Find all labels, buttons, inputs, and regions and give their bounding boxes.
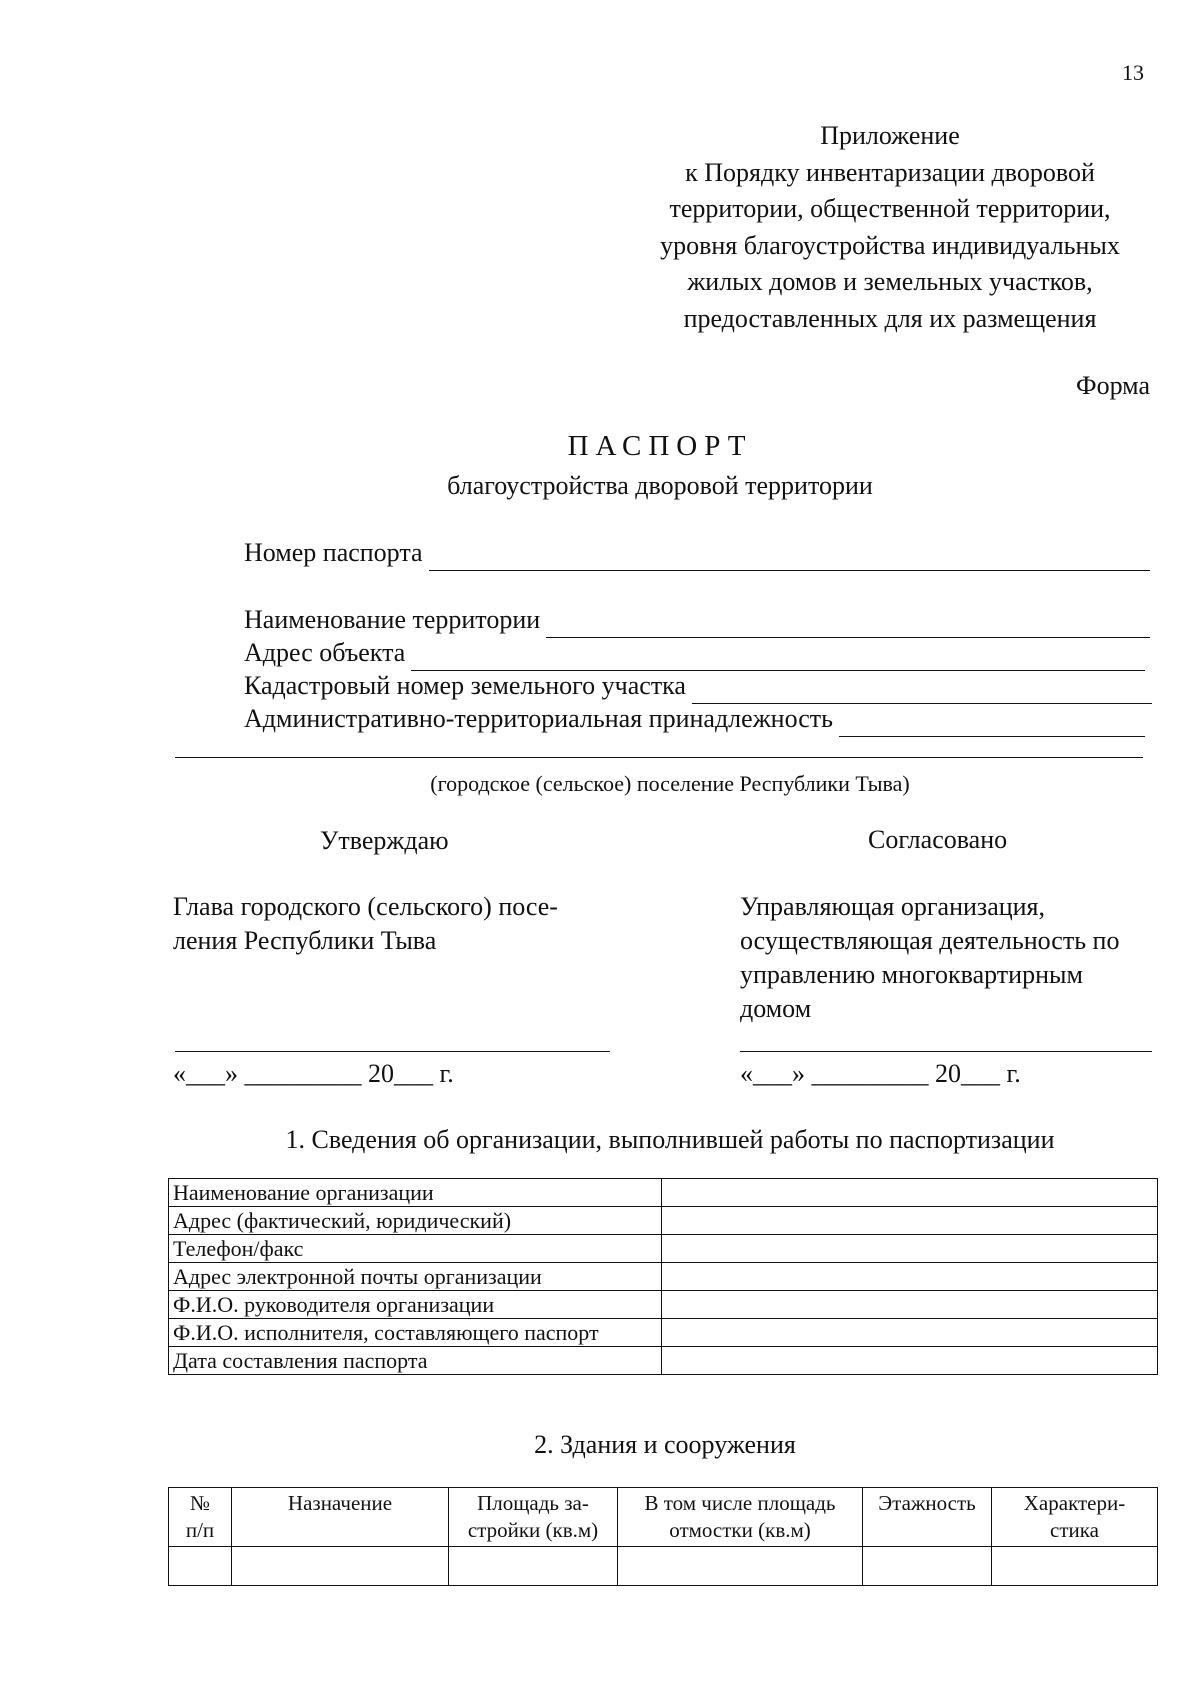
agree-date-month[interactable]: _________ [811, 1059, 929, 1088]
agree-heading: Согласовано [868, 825, 1008, 854]
table-cell[interactable] [618, 1547, 863, 1586]
cadastral-number-label: Кадастровый номер земельного участка [244, 671, 686, 700]
page-number: 13 [1122, 60, 1144, 85]
agree-block [740, 890, 1180, 1026]
approve-signature-line[interactable] [175, 1051, 610, 1052]
territory-name-field[interactable] [244, 602, 1150, 638]
approve-block [173, 890, 653, 958]
approve-date-year[interactable]: 20___ [368, 1059, 433, 1088]
section2-title: 2. Здания и сооружения [534, 1430, 796, 1459]
table-row [169, 1179, 1158, 1207]
agree-signature-line[interactable] [740, 1051, 1152, 1052]
document-title: ПАСПОРТ [567, 430, 753, 462]
table-cell-label: Ф.И.О. руководителя организации [169, 1291, 662, 1319]
approve-line: Глава городского (сельского) посе- [173, 892, 558, 921]
appendix-line: жилых домов и земельных участков, [687, 267, 1093, 296]
passport-number-label: Номер паспорта [244, 538, 423, 567]
agree-line: осуществляющая деятельность по [740, 926, 1120, 955]
table-cell[interactable] [232, 1547, 449, 1586]
table-cell-value[interactable] [662, 1291, 1158, 1319]
agree-date-day[interactable]: «___» [740, 1059, 805, 1088]
territory-name-label: Наименование территории [244, 605, 541, 634]
table-cell[interactable] [169, 1547, 232, 1586]
settlement-caption: (городское (сельское) поселение Республики Тыва) [430, 771, 910, 796]
appendix-line: предоставленных для их размещения [683, 303, 1097, 333]
approve-line: ления Республики Тыва [173, 926, 437, 955]
header-purpose: Назначение [232, 1488, 449, 1547]
table-cell-label: Телефон/факс [169, 1235, 662, 1263]
table-cell-value[interactable] [662, 1263, 1158, 1291]
table-row [169, 1235, 1158, 1263]
table-cell-label: Дата составления паспорта [169, 1347, 662, 1375]
header-floors: Этажность [863, 1488, 992, 1547]
table-row [169, 1347, 1158, 1375]
approve-date[interactable] [173, 1056, 454, 1092]
admin-affiliation-label: Административно-территориальная принадлежность [244, 704, 833, 733]
passport-number-field[interactable] [244, 535, 1150, 571]
appendix-line: Приложение [820, 121, 960, 150]
table-cell-value[interactable] [662, 1207, 1158, 1235]
object-address-label: Адрес объекта [244, 638, 406, 667]
settlement-line[interactable] [175, 757, 1143, 758]
object-address-field[interactable] [244, 635, 1145, 671]
table-cell-label: Адрес (фактический, юридический) [169, 1207, 662, 1235]
table-cell[interactable] [449, 1547, 618, 1586]
document-subtitle: благоустройства дворовой территории [447, 471, 873, 500]
table-row [169, 1291, 1158, 1319]
agree-date-suffix: г. [1006, 1059, 1021, 1088]
admin-affiliation-line[interactable] [839, 714, 1145, 737]
appendix-line: к Порядку инвентаризации дворовой [685, 157, 1095, 187]
table-cell-label: Адрес электронной почты организации [169, 1263, 662, 1291]
appendix-block [620, 118, 1160, 337]
header-building-area: Площадь за- стройки (кв.м) [449, 1488, 618, 1547]
table-row [169, 1263, 1158, 1291]
agree-date[interactable] [740, 1056, 1021, 1092]
form-label: Форма [1076, 371, 1150, 400]
table-cell-value[interactable] [662, 1347, 1158, 1375]
table-row [169, 1207, 1158, 1235]
table-cell[interactable] [992, 1547, 1158, 1586]
table-header-row [169, 1488, 1158, 1547]
approve-date-month[interactable]: _________ [244, 1059, 362, 1088]
admin-affiliation-field[interactable] [244, 701, 1145, 737]
approve-date-day[interactable]: «___» [173, 1059, 238, 1088]
approve-date-suffix: г. [439, 1059, 454, 1088]
agree-line: управлению многоквартирным [740, 960, 1083, 989]
table-row [169, 1547, 1158, 1586]
approve-heading: Утверждаю [320, 826, 449, 855]
passport-number-line[interactable] [429, 548, 1150, 571]
table-cell-value[interactable] [662, 1319, 1158, 1347]
table-cell[interactable] [863, 1547, 992, 1586]
section1-title: 1. Сведения об организации, выполнившей работы по паспортизации [285, 1125, 1055, 1154]
table-cell-value[interactable] [662, 1179, 1158, 1207]
header-characteristics: Характери- стика [992, 1488, 1158, 1547]
table-cell-label: Ф.И.О. исполнителя, составляющего паспорт [169, 1319, 662, 1347]
agree-line: Управляющая организация, [740, 892, 1046, 921]
table-cell-label: Наименование организации [169, 1179, 662, 1207]
appendix-line: территории, общественной территории, [669, 194, 1111, 223]
agree-line: домом [740, 994, 812, 1023]
header-number: № п/п [169, 1488, 232, 1547]
appendix-line: уровня благоустройства индивидуальных [660, 230, 1120, 260]
organization-table [168, 1178, 1158, 1375]
buildings-table [168, 1487, 1158, 1586]
table-cell-value[interactable] [662, 1235, 1158, 1263]
table-row [169, 1319, 1158, 1347]
header-blind-area: В том числе площадь отмостки (кв.м) [618, 1488, 863, 1547]
cadastral-number-field[interactable] [244, 668, 1152, 704]
agree-date-year[interactable]: 20___ [935, 1059, 1000, 1088]
